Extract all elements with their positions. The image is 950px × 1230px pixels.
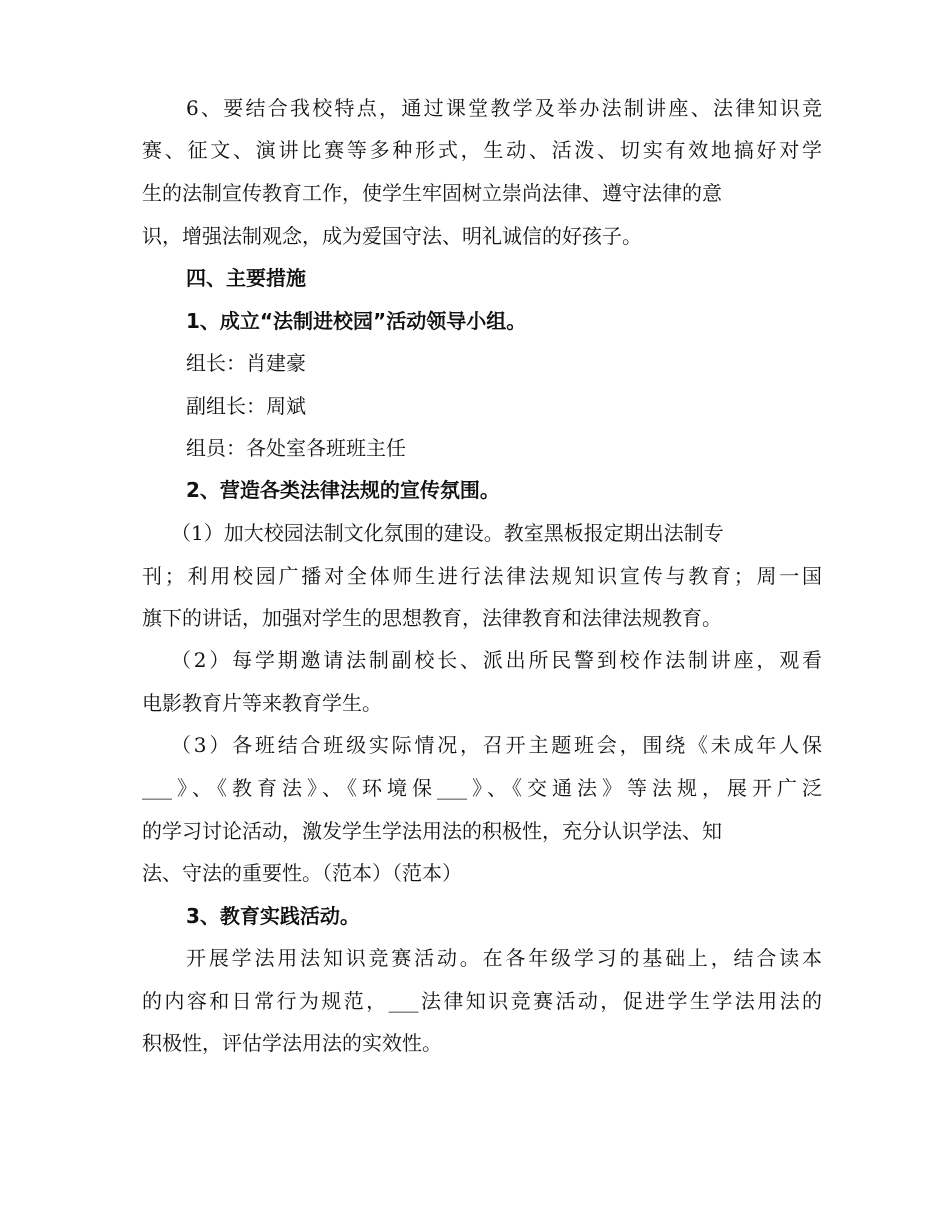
paragraph-6-line-3: 生的法制宣传教育工作，使学生牢固树立崇尚法律、遵守法律的意: [142, 181, 722, 205]
group-members: 组员：各处室各班班主任: [186, 436, 406, 460]
sub-item-1-line-3: 旗下的讲话，加强对学生的思想教育，法律教育和法律法规教育。: [142, 606, 722, 630]
sub-item-2-line-2: 电影教育片等来教育学生。: [142, 691, 382, 715]
measure-3-heading: 3、教育实践活动。: [186, 904, 360, 928]
section-4-heading: 四、主要措施: [186, 266, 306, 290]
vice-group-leader: 副组长：周斌: [186, 394, 306, 418]
paragraph-6-line-2: 赛、征文、演讲比赛等多种形式，生动、活泼、切实有效地搞好对学: [142, 138, 822, 162]
sub-item-1-line-1: （1）加大校园法制文化氛围的建设。教室黑板报定期出法制专: [171, 521, 724, 545]
paragraph-6-line-1: 6、要结合我校特点，通过课堂教学及举办法制讲座、法律知识竞: [186, 96, 822, 120]
sub-item-3-line-3: 的学习讨论活动，激发学生学法用法的积极性，充分认识学法、知: [142, 819, 722, 843]
practice-line-3: 积极性，评估学法用法的实效性。: [142, 1031, 442, 1055]
sub-item-3-line-1: （3）各班结合班级实际情况，召开主题班会，围绕《未成年人保: [171, 733, 822, 757]
measure-1-heading: 1、成立“法制进校园”活动领导小组。: [186, 309, 527, 333]
measure-2-heading: 2、营造各类法律法规的宣传氛围。: [186, 478, 500, 502]
sub-item-2-line-1: （2）每学期邀请法制副校长、派出所民警到校作法制讲座，观看: [171, 648, 822, 672]
practice-line-2: 的内容和日常行为规范，___法律知识竞赛活动，促进学生学法用法的: [142, 989, 822, 1013]
paragraph-6-line-4: 识，增强法制观念，成为爱国守法、明礼诚信的好孩子。: [142, 224, 642, 248]
sub-item-3-line-2: ___》、《教育法》、《环境保___》、《交通法》等法规，展开广泛: [142, 776, 822, 800]
sub-item-3-line-4: 法、守法的重要性。（范本）（范本）: [142, 861, 462, 885]
group-leader: 组长：肖建豪: [186, 351, 306, 375]
sub-item-1-line-2: 刊；利用校园广播对全体师生进行法律法规知识宣传与教育；周一国: [142, 564, 822, 588]
practice-line-1: 开展学法用法知识竞赛活动。在各年级学习的基础上，结合读本: [186, 946, 822, 970]
